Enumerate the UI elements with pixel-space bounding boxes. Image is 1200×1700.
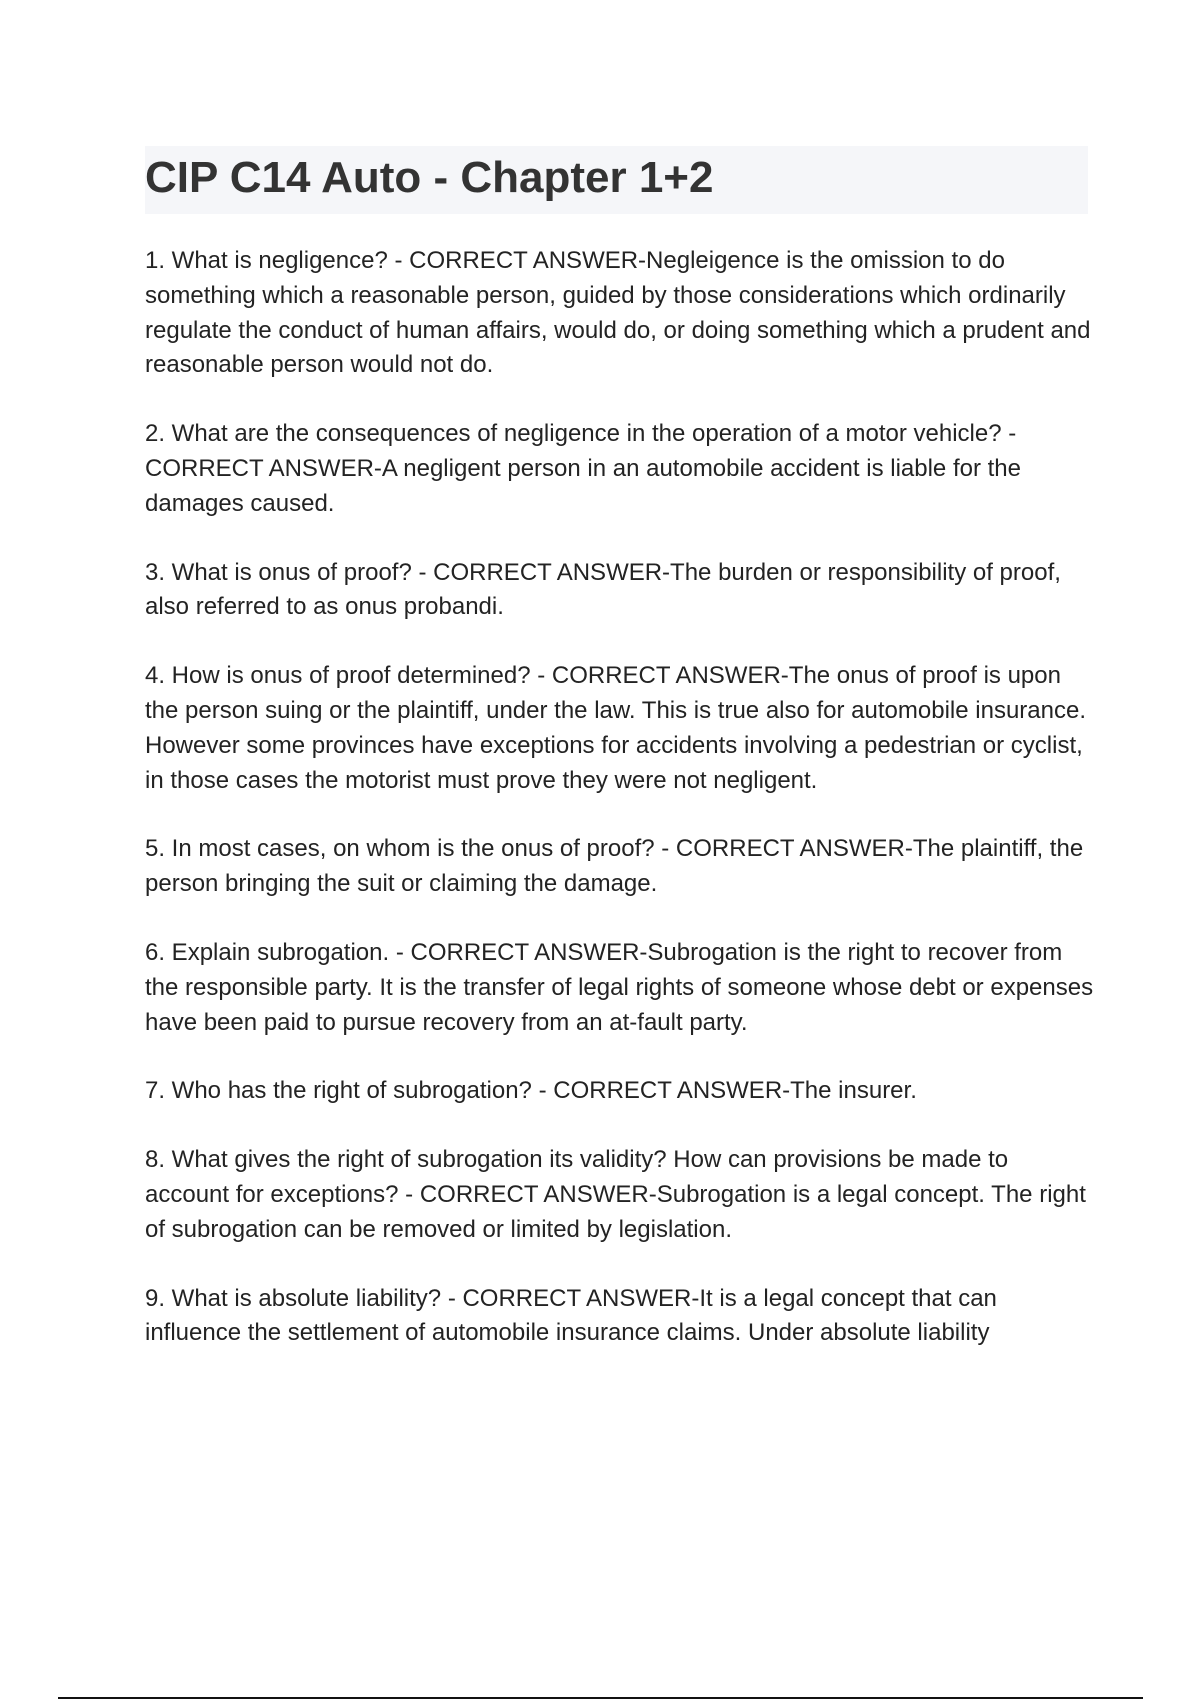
qa-item-4: 4. How is onus of proof determined? - CORRECT ANSWER-The onus of proof is upon the person suing or the plaintiff, under the law. This is true also for automobile insurance. However some provinces have exceptions for accidents involving a pedestrian or cyclist, in those cases the motorist must prove they were not negligent.	[145, 662, 1086, 794]
qa-list	[145, 244, 1095, 1385]
qa-item-2: 2. What are the consequences of negligence in the operation of a motor vehicle? - CORRECT ANSWER-A negligent person in an automobile accident is liable for the damages caused.	[145, 420, 1021, 517]
qa-item-3: 3. What is onus of proof? - CORRECT ANSWER-The burden or responsibility of proof, also referred to as onus probandi.	[145, 558, 1061, 621]
qa-item-6: 6. Explain subrogation. - CORRECT ANSWER-Subrogation is the right to recover from the responsible party. It is the transfer of legal rights of someone whose debt or expenses have been paid to pursue recovery from an at-fault party.	[145, 938, 1094, 1036]
page-title: CIP C14 Auto - Chapter 1+2	[145, 153, 714, 202]
bottom-divider	[58, 1697, 1143, 1699]
title-banner	[145, 146, 1088, 214]
qa-item-8: 8. What gives the right of subrogation its validity? How can provisions be made to account for exceptions? - CORRECT ANSWER-Subrogation is a legal concept. The right of subrogation can be removed or limited by legislation.	[145, 1146, 1086, 1243]
qa-item-1: 1. What is negligence? - CORRECT ANSWER-Negleigence is the omission to do something which a reasonable person, guided by those considerations which ordinarily regulate the conduct of human affairs, would do, or doing something which a prudent and reasonable person would not do.	[145, 247, 1091, 379]
qa-item-7: 7. Who has the right of subrogation? - CORRECT ANSWER-The insurer.	[145, 1077, 917, 1105]
qa-item-9: 9. What is absolute liability? - CORRECT ANSWER-It is a legal concept that can influence the settlement of automobile insurance claims. Under absolute liability	[145, 1284, 997, 1347]
qa-item-5: 5. In most cases, on whom is the onus of proof? - CORRECT ANSWER-The plaintiff, the person bringing the suit or claiming the damage.	[145, 835, 1084, 898]
